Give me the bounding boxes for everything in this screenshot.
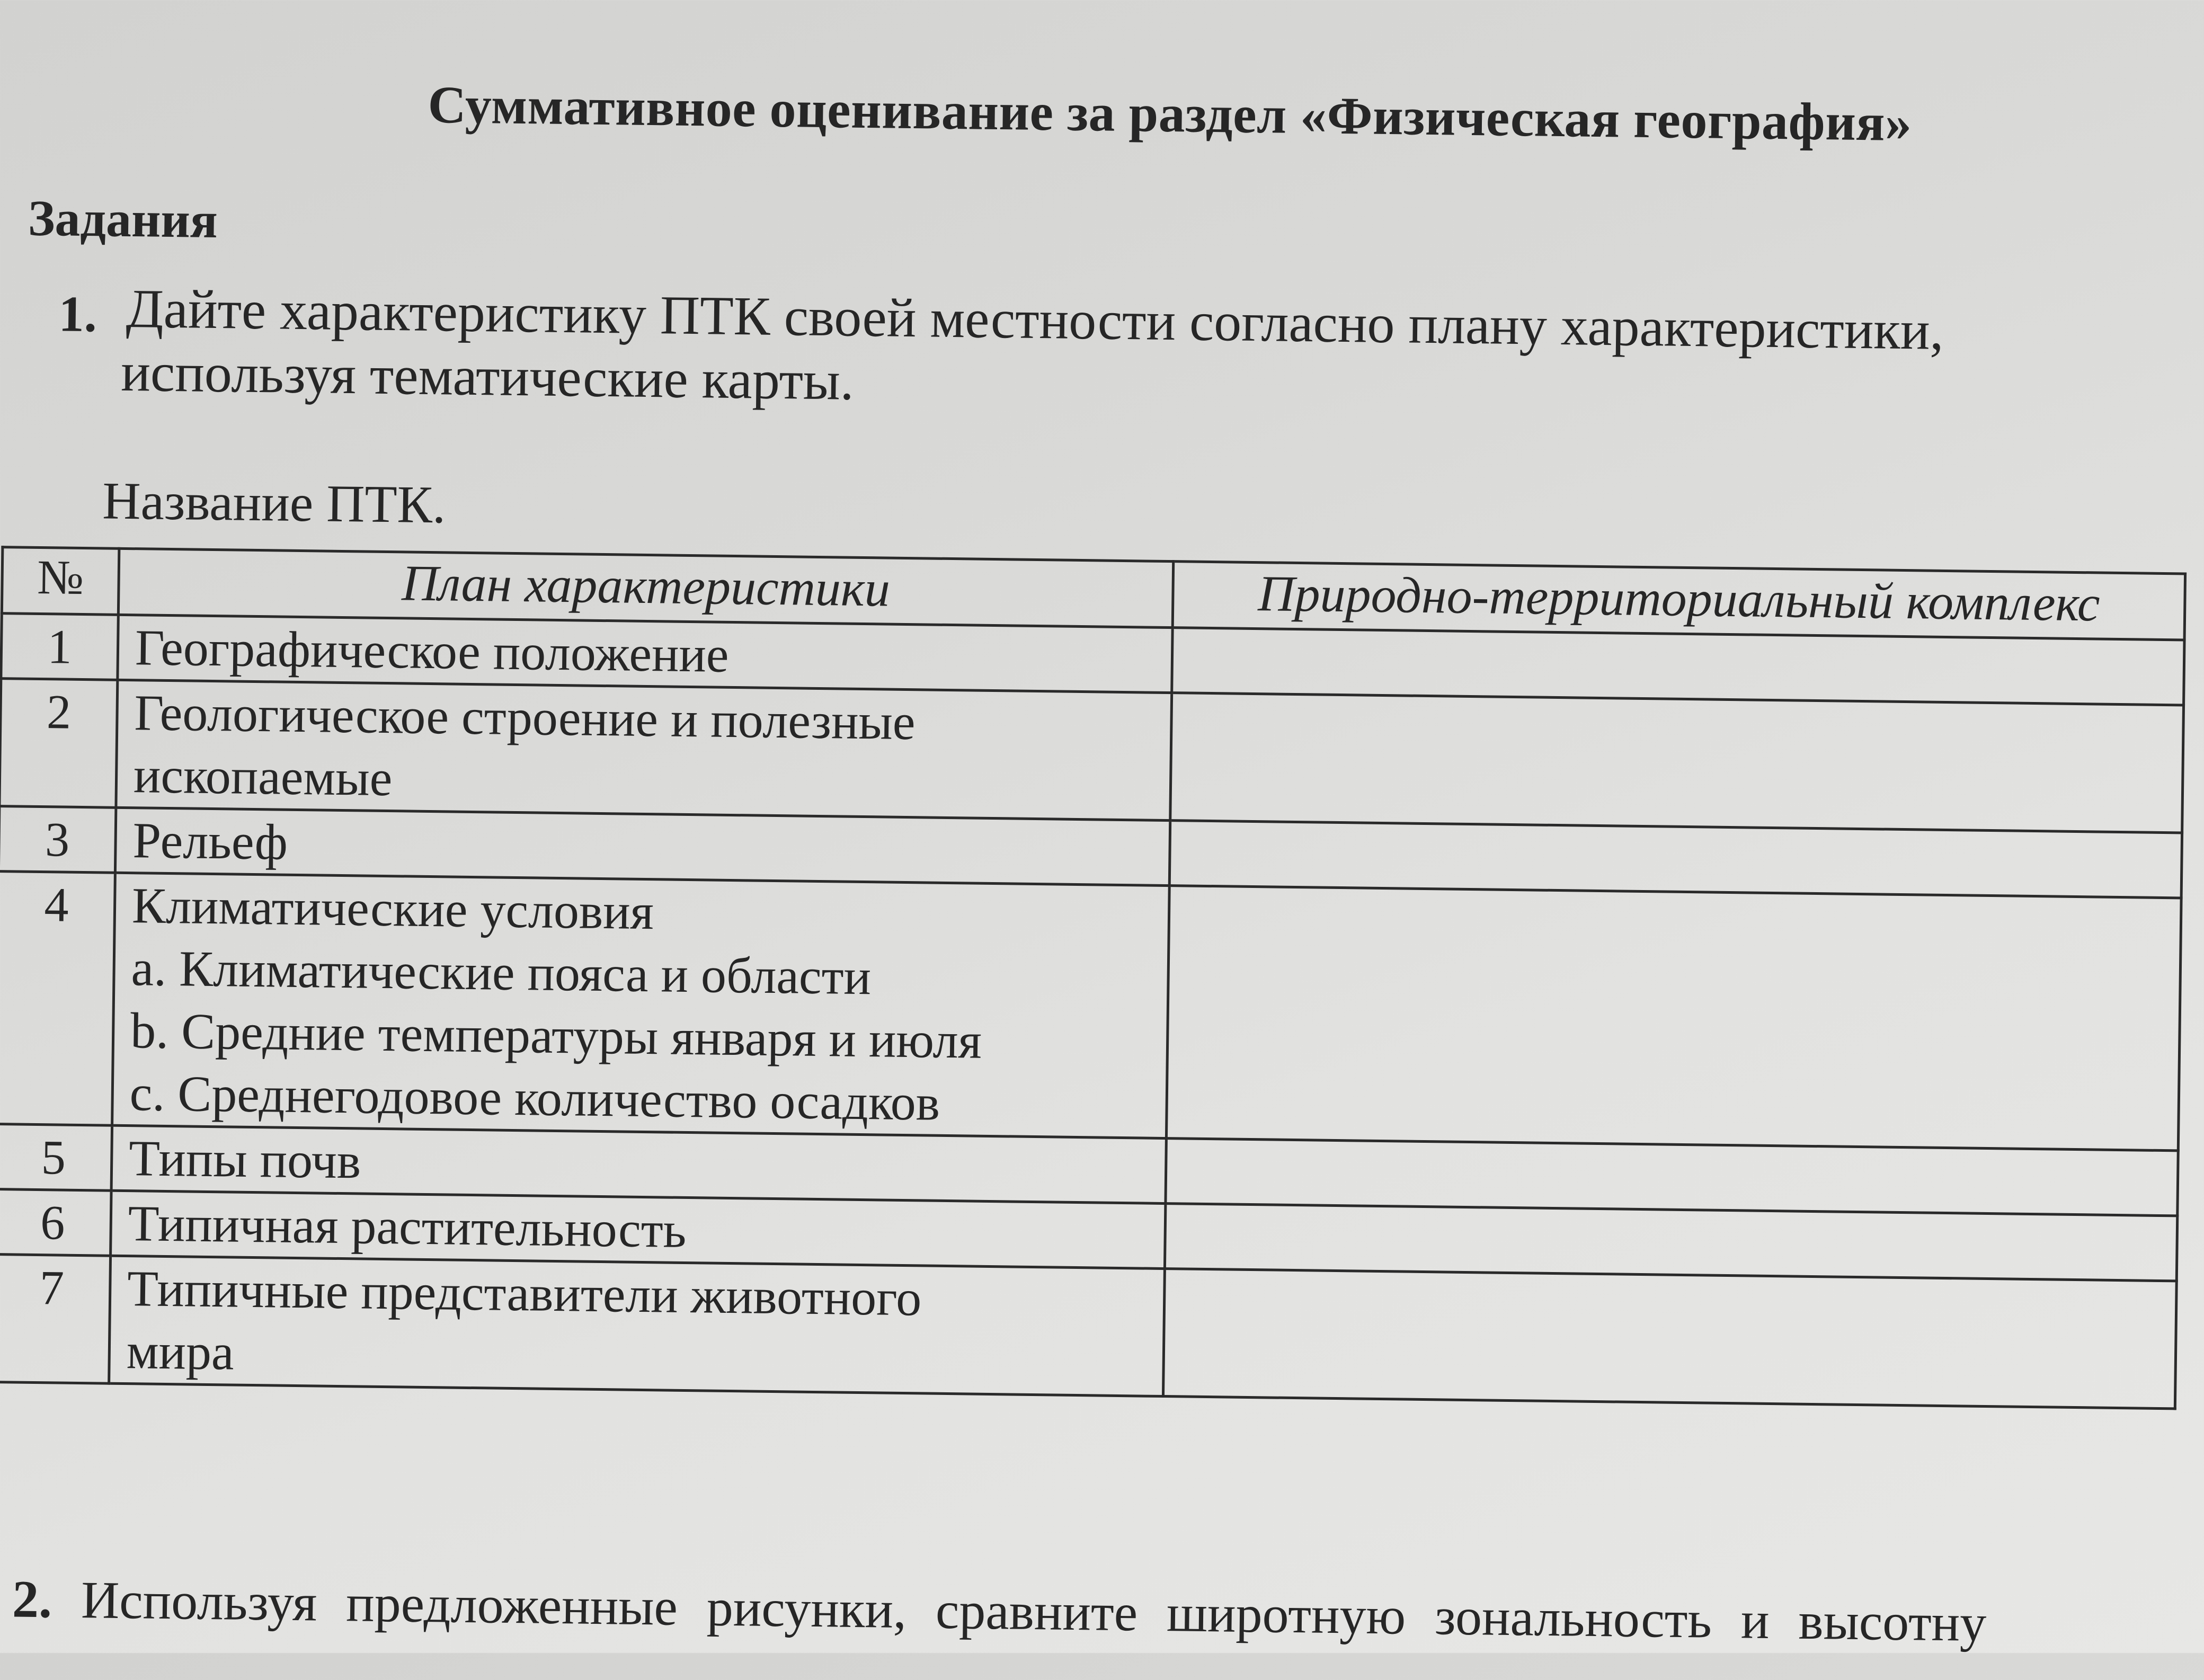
table-row [0, 1255, 2176, 1409]
task-1-line-2: используя тематические карты. [120, 341, 855, 412]
plan-item-line: мира [126, 1322, 235, 1381]
plan-item [115, 807, 1170, 885]
ptk-name-label: Название ПТК. [102, 471, 446, 535]
table-body [0, 614, 2184, 1409]
row-number: 4 [0, 872, 115, 1126]
task-2-number: 2. [12, 1569, 52, 1629]
plan-item [111, 1190, 1166, 1268]
task-2-text: Используя предложенные рисунки, сравните широтную зональность и высотну [81, 1570, 1987, 1653]
plan-item [118, 615, 1172, 692]
plan-item [116, 680, 1172, 820]
plan-item-line: c. Среднегодовое количество осадков [129, 1064, 940, 1131]
header-plan: План характеристики [118, 548, 1173, 627]
plan-item-line: Рельеф [132, 812, 288, 870]
header-number: № [2, 547, 119, 615]
header-ptk: Природно-территориальный комплекс [1172, 562, 2185, 640]
plan-item [111, 1125, 1166, 1203]
page-title: Суммативное оценивание за раздел «Физическая география» [427, 75, 1913, 153]
task-1-number: 1. [58, 285, 97, 343]
ptk-answer-cell[interactable] [1169, 821, 2182, 898]
task-1-text [120, 277, 2034, 428]
ptk-characteristics-table [0, 546, 2187, 1410]
plan-item [112, 873, 1170, 1138]
task-1-line-1: Дайте характеристику ПТК своей местности согласно плану характеристики, [126, 278, 1944, 361]
plan-item-line: Типичные представители животного [127, 1260, 922, 1327]
plan-item-line: Геологическое строение и полезные [134, 684, 916, 751]
plan-item-line: b. Средние температуры января и июля [130, 1002, 982, 1069]
task-2 [12, 1569, 1987, 1654]
plan-item-line: a. Климатические пояса и области [131, 939, 872, 1006]
ptk-answer-cell[interactable] [1163, 1269, 2176, 1409]
row-number: 3 [0, 806, 116, 873]
ptk-answer-cell[interactable] [1166, 886, 2181, 1151]
table-row [0, 872, 2181, 1151]
plan-item-line: Географическое положение [135, 619, 730, 683]
ptk-answer-cell[interactable] [1166, 1139, 2178, 1216]
ptk-answer-cell[interactable] [1170, 693, 2184, 833]
plan-item [109, 1256, 1165, 1396]
tasks-heading: Задания [28, 189, 218, 249]
row-number: 5 [0, 1124, 112, 1191]
plan-item-line: Климатические условия [131, 877, 654, 940]
row-number: 7 [0, 1255, 111, 1384]
ptk-answer-cell[interactable] [1165, 1204, 2177, 1281]
plan-item-line: Типы почв [128, 1130, 361, 1189]
ptk-answer-cell[interactable] [1172, 628, 2184, 705]
plan-item-line: ископаемые [133, 746, 393, 807]
plan-item-line: Типичная растительность [128, 1195, 687, 1258]
row-number: 2 [0, 679, 118, 808]
row-number: 6 [0, 1189, 111, 1256]
row-number: 1 [1, 614, 118, 680]
